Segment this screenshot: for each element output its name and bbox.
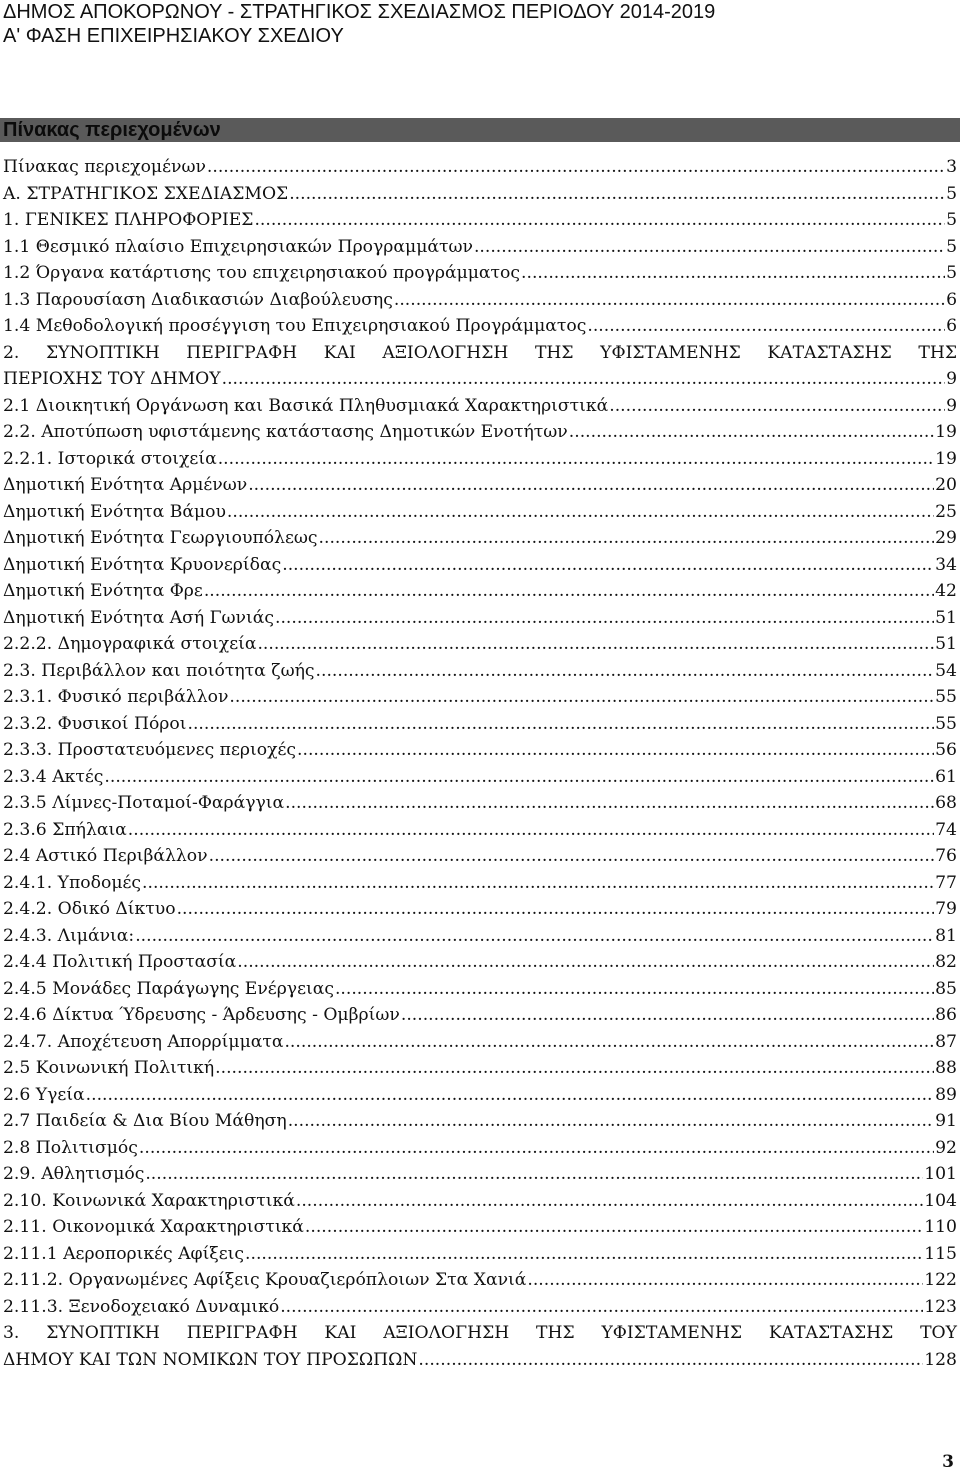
header-line-1: ΔΗΜΟΣ ΑΠΟΚΟΡΩΝΟΥ - ΣΤΡΑΤΗΓΙΚΟΣ ΣΧΕΔΙΑΣΜΟΣ ΠΕΡΙΟΔΟΥ 2014-2019 [3, 1, 716, 23]
toc-dot-leader [188, 711, 935, 738]
toc-entry[interactable] [3, 923, 957, 950]
toc-entry[interactable] [3, 1082, 957, 1109]
toc-entry-page: 56 [935, 740, 957, 760]
toc-dot-leader [280, 1294, 923, 1321]
toc-entry-page: 77 [935, 872, 957, 893]
page-number: 3 [942, 1452, 954, 1472]
toc-entry-title: 2.3.6 Σπήλαια [3, 819, 127, 840]
toc-entry-page: 110 [924, 1217, 957, 1237]
toc-entry-page: 81 [935, 925, 957, 946]
toc-entry-page: 54 [935, 660, 957, 681]
toc-entry-title: 2.11.2. Οργανωμένες Αφίξεις Κρουαζιερόπλοιων Στα Χανιά [3, 1270, 527, 1290]
toc-entry-title: 2.4.3. Λιμάνια: [3, 925, 135, 946]
toc-entry[interactable] [3, 287, 957, 314]
toc-entry-title: 1. ΓΕΝΙΚΕΣ ΠΛΗΡΟΦΟΡΙΕΣ [3, 210, 254, 230]
toc-entry-title: 2.5 Κοινωνική Πολιτική [3, 1058, 215, 1078]
toc-dot-leader [145, 1161, 923, 1188]
toc-entry-page: 6 [946, 289, 957, 310]
toc-entry-page: 19 [935, 448, 957, 469]
toc-entry-title: 2.4.2. Οδικό Δίκτυο [3, 899, 176, 919]
toc-entry-page: 55 [935, 687, 957, 707]
toc-entry-title: 2.11. Οικονομικά Χαρακτηριστικά [3, 1217, 304, 1237]
toc-entry-page: 128 [924, 1349, 957, 1370]
table-of-contents [3, 154, 957, 1373]
toc-entry-page: 42 [935, 581, 957, 601]
toc-entry-title: Α. ΣΤΡΑΤΗΓΙΚΟΣ ΣΧΕΔΙΑΣΜΟΣ [3, 183, 289, 204]
toc-entry[interactable] [3, 154, 957, 181]
toc-entry-title: ΔΗΜΟΥ ΚΑΙ ΤΩΝ ΝΟΜΙΚΩΝ ΤΟΥ ΠΡΟΣΩΠΩΝ [3, 1349, 418, 1370]
toc-entry[interactable] [3, 764, 957, 791]
toc-entry-title: 2.11.1 Αεροπορικές Αφίξεις [3, 1243, 245, 1264]
toc-entry-page: 92 [935, 1137, 957, 1158]
toc-entry[interactable] [3, 181, 957, 208]
toc-entry-title: 2.1 Διοικητική Οργάνωση και Βασικά Πληθυσμιακά Χαρακτηριστικά [3, 395, 609, 416]
toc-entry-page: 5 [946, 210, 957, 230]
toc-entry[interactable] [3, 976, 957, 1003]
toc-entry-title: 2.7 Παιδεία & Δια Βίου Μάθηση [3, 1111, 287, 1131]
toc-entry-page: 5 [946, 183, 957, 204]
toc-entry-title: 2.2. Αποτύπωση υφιστάμενης κατάστασης Δημοτικών Ενοτήτων [3, 422, 568, 442]
toc-entry[interactable] [3, 1241, 957, 1268]
toc-dot-leader [527, 1267, 923, 1294]
toc-dot-leader [257, 631, 934, 658]
toc-entry[interactable] [3, 393, 957, 420]
toc-entry-title: 1.1 Θεσμικό πλαίσιο Επιχειρησιακών Προγραμμάτων [3, 236, 473, 257]
toc-entry-page: 20 [935, 475, 957, 495]
toc-entry-page: 6 [946, 316, 957, 336]
toc-entry-title: Δημοτική Ενότητα Βάμου [3, 501, 226, 522]
toc-dot-leader [254, 207, 945, 234]
toc-dot-leader [207, 154, 945, 181]
toc-entry-continued-line[interactable]: 3. ΣΥΝΟΠΤΙΚΗ ΠΕΡΙΓΡΑΦΗ ΚΑΙ ΑΞΙΟΛΟΓΗΣΗ ΤΗΣ ΥΦΙΣΤΑΜΕΝΗΣ ΚΑΤΑΣΤΑΣΗΣ ΤΟΥ [3, 1323, 957, 1343]
toc-entry-title: Δημοτική Ενότητα Κρυονερίδας [3, 554, 282, 575]
toc-entry[interactable] [3, 817, 957, 844]
toc-dot-leader [229, 684, 934, 711]
toc-dot-leader [305, 1214, 923, 1241]
toc-entry[interactable] [3, 1267, 957, 1294]
toc-dot-leader [284, 1029, 934, 1056]
toc-entry-title: 2.6 Υγεία [3, 1084, 85, 1105]
toc-entry-title: 2.3.5 Λίμνες-Ποταμοί-Φαράγγια [3, 793, 285, 813]
toc-dot-leader [297, 737, 934, 764]
toc-entry-title: 2.4.4 Πολιτική Προστασία [3, 952, 237, 972]
toc-entry-title: 2.3.1. Φυσικό περιβάλλον [3, 687, 229, 707]
toc-dot-leader [237, 949, 934, 976]
toc-entry-page: 122 [924, 1270, 957, 1290]
toc-entry-page: 34 [935, 554, 957, 575]
toc-entry-page: 61 [935, 766, 957, 787]
toc-entry-page: 91 [935, 1111, 957, 1131]
toc-entry-title: Δημοτική Ενότητα Φρε [3, 581, 203, 601]
toc-entry-page: 104 [924, 1190, 957, 1211]
toc-entry[interactable] [3, 949, 957, 976]
toc-entry[interactable] [3, 1214, 957, 1241]
toc-entry[interactable] [3, 870, 957, 897]
toc-entry-page: 19 [935, 422, 957, 442]
toc-dot-leader [139, 1135, 934, 1162]
toc-dot-leader [282, 552, 934, 579]
toc-entry[interactable] [3, 419, 957, 446]
toc-entry-title: 2.4.1. Υποδομές [3, 872, 142, 893]
toc-entry[interactable] [3, 313, 957, 340]
toc-entry-page: 88 [935, 1058, 957, 1078]
toc-dot-leader [285, 790, 934, 817]
toc-dot-leader [521, 260, 945, 287]
toc-entry-title: 2.4.6 Δίκτυα Ύδρευσης - Άρδευσης - Ομβρίων [3, 1005, 400, 1025]
toc-entry-title: 1.2 Όργανα κατάρτισης του επιχειρησιακού προγράμματος [3, 263, 521, 283]
toc-dot-leader [275, 605, 934, 632]
toc-entry-page: 76 [935, 846, 957, 866]
toc-dot-leader [289, 181, 945, 208]
toc-entry[interactable] [3, 207, 957, 234]
toc-entry-page: 3 [946, 157, 957, 177]
toc-entry[interactable] [3, 578, 957, 605]
toc-dot-leader [104, 764, 934, 791]
toc-entry-title: 2.11.3. Ξενοδοχειακό Δυναμικό [3, 1296, 280, 1317]
toc-entry[interactable] [3, 605, 957, 632]
toc-dot-leader [296, 1188, 923, 1215]
toc-entry-page: 89 [935, 1084, 957, 1105]
toc-entry-page: 85 [935, 978, 957, 999]
toc-entry[interactable] [3, 260, 957, 287]
toc-entry[interactable] [3, 472, 957, 499]
toc-entry-page: 9 [946, 369, 957, 389]
toc-entry-page: 74 [935, 819, 957, 840]
toc-dot-leader [569, 419, 934, 446]
toc-entry-title: 2.2.2. Δημογραφικά στοιχεία [3, 634, 257, 654]
toc-entry-page: 86 [935, 1005, 957, 1025]
toc-entry-page: 5 [946, 236, 957, 257]
toc-entry[interactable] [3, 1002, 957, 1029]
toc-dot-leader [177, 896, 935, 923]
toc-dot-leader [204, 578, 934, 605]
toc-dot-leader [248, 472, 934, 499]
toc-entry[interactable] [3, 1135, 957, 1162]
toc-dot-leader [401, 1002, 934, 1029]
toc-entry-title: Δημοτική Ενότητα Γεωργιουπόλεως [3, 528, 318, 548]
toc-entry-title: 1.3 Παρουσίαση Διαδικασιών Διαβούλευσης [3, 289, 393, 310]
toc-dot-leader [209, 843, 935, 870]
toc-entry-title: 2.3.2. Φυσικοί Πόροι [3, 713, 187, 734]
toc-entry[interactable] [3, 658, 957, 685]
toc-entry[interactable] [3, 499, 957, 526]
toc-entry-title: 2.4.5 Μονάδες Παράγωγης Ενέργειας [3, 978, 334, 999]
toc-dot-leader [394, 287, 945, 314]
toc-entry-page: 29 [935, 528, 957, 548]
toc-entry-page: 51 [935, 607, 957, 628]
toc-dot-leader [288, 1108, 934, 1135]
toc-entry-page: 68 [935, 793, 957, 813]
toc-entry-title: 2.4 Αστικό Περιβάλλον [3, 846, 208, 866]
toc-entry-page: 101 [924, 1164, 957, 1184]
toc-entry[interactable] [3, 1161, 957, 1188]
toc-entry[interactable] [3, 843, 957, 870]
toc-entry-title: 2.3.4 Ακτές [3, 766, 104, 787]
toc-entry[interactable] [3, 711, 957, 738]
toc-entry-page: 115 [924, 1243, 957, 1264]
toc-dot-leader [418, 1347, 923, 1374]
toc-entry-page: 9 [946, 395, 957, 416]
toc-dot-leader [218, 446, 934, 473]
toc-entry[interactable] [3, 1347, 957, 1374]
toc-dot-leader [319, 525, 935, 552]
toc-entry-page: 82 [935, 952, 957, 972]
toc-entry-page: 25 [935, 501, 957, 522]
toc-dot-leader [474, 234, 945, 261]
toc-entry[interactable] [3, 525, 957, 552]
toc-entry-page: 5 [946, 263, 957, 283]
toc-entry[interactable] [3, 1108, 957, 1135]
toc-entry-page: 51 [935, 634, 957, 654]
toc-entry[interactable] [3, 446, 957, 473]
toc-dot-leader [587, 313, 945, 340]
header-line-2: Α' ΦΑΣΗ ΕΠΙΧΕΙΡΗΣΙΑΚΟΥ ΣΧΕΔΙΟΥ [3, 25, 344, 47]
toc-dot-leader [142, 870, 934, 897]
toc-dot-leader [335, 976, 934, 1003]
toc-entry[interactable] [3, 896, 957, 923]
toc-dot-leader [128, 817, 934, 844]
toc-entry-title: 2.9. Αθλητισμός [3, 1164, 145, 1184]
toc-entry-title: 2.10. Κοινωνικά Χαρακτηριστικά [3, 1190, 295, 1211]
toc-entry[interactable] [3, 684, 957, 711]
toc-dot-leader [135, 923, 934, 950]
toc-entry[interactable] [3, 1029, 957, 1056]
toc-entry-page: 87 [935, 1031, 957, 1052]
toc-entry-title: 2.3. Περιβάλλον και ποιότητα ζωής [3, 660, 315, 681]
toc-entry[interactable] [3, 1055, 957, 1082]
toc-heading-bar [0, 118, 960, 142]
toc-entry[interactable] [3, 234, 957, 261]
toc-entry[interactable] [3, 1188, 957, 1215]
toc-entry[interactable] [3, 631, 957, 658]
toc-entry-title: 2.4.7. Αποχέτευση Απορρίμματα [3, 1031, 284, 1052]
toc-entry[interactable] [3, 790, 957, 817]
toc-dot-leader [222, 366, 945, 393]
toc-entry-title: Δημοτική Ενότητα Αρμένων [3, 475, 248, 495]
toc-entry-title: Πίνακας περιεχομένων [3, 157, 206, 177]
toc-dot-leader [609, 393, 945, 420]
toc-entry-title: Δημοτική Ενότητα Ασή Γωνιάς [3, 607, 274, 628]
toc-entry-page: 123 [924, 1296, 957, 1317]
toc-entry[interactable] [3, 366, 957, 393]
toc-dot-leader [227, 499, 934, 526]
toc-entry-title: 2.3.3. Προστατευόμενες περιοχές [3, 740, 297, 760]
document-header [3, 0, 715, 48]
toc-dot-leader [215, 1055, 934, 1082]
toc-entry[interactable] [3, 737, 957, 764]
toc-entry-title: ΠΕΡΙΟΧΗΣ ΤΟΥ ΔΗΜΟΥ [3, 369, 221, 389]
toc-entry-page: 55 [935, 713, 957, 734]
toc-entry[interactable] [3, 1294, 957, 1321]
toc-entry-title: 1.4 Μεθοδολογική προσέγγιση του Επιχειρησιακού Προγράμματος [3, 316, 587, 336]
toc-entry-page: 79 [935, 899, 957, 919]
toc-dot-leader [245, 1241, 923, 1268]
toc-entry[interactable] [3, 552, 957, 579]
toc-entry-title: 2.2.1. Ιστορικά στοιχεία [3, 448, 217, 469]
toc-entry-title: 2.8 Πολιτισμός [3, 1137, 138, 1158]
toc-dot-leader [86, 1082, 934, 1109]
toc-entry-continued-line[interactable]: 2. ΣΥΝΟΠΤΙΚΗ ΠΕΡΙΓΡΑΦΗ ΚΑΙ ΑΞΙΟΛΟΓΗΣΗ ΤΗΣ ΥΦΙΣΤΑΜΕΝΗΣ ΚΑΤΑΣΤΑΣΗΣ ΤΗΣ [3, 342, 957, 363]
toc-heading: Πίνακας περιεχομένων [3, 119, 221, 141]
toc-dot-leader [316, 658, 935, 685]
